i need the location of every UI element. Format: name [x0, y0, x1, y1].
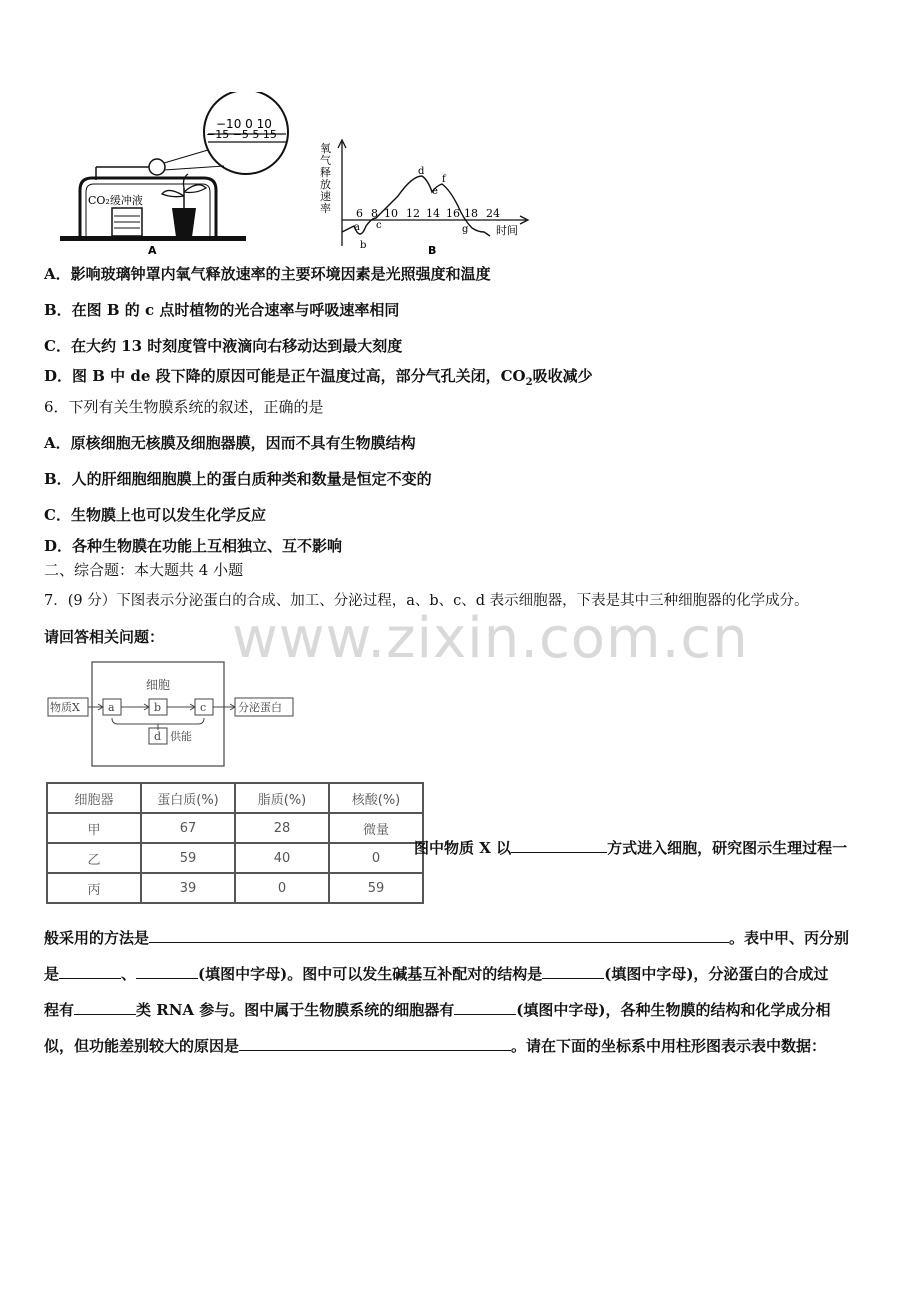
figure-a-apparatus: [56, 92, 306, 258]
answer-blank[interactable]: [74, 1000, 136, 1015]
q7-text: (填图中字母)。图中可以发生碱基互补配对的结构是: [198, 965, 543, 983]
q7-text: 程有: [44, 1001, 75, 1019]
q7-line-4: [44, 1000, 830, 1020]
x-tick-label: 8: [371, 207, 378, 220]
table-header-cell: 脂质(%): [235, 783, 329, 813]
q7-line-3: [44, 964, 828, 984]
q7-instruction: 请回答相关问题：: [44, 628, 165, 646]
organelle-c: c: [200, 701, 207, 714]
co2-buffer-label: CO₂缓冲液: [88, 194, 143, 207]
table-row: [47, 873, 423, 903]
answer-blank[interactable]: [239, 1036, 511, 1051]
point-label-a: a: [354, 222, 360, 233]
q7-text: (填图中字母)，分泌蛋白的合成过: [604, 965, 829, 983]
table-cell: 28: [235, 813, 329, 843]
table-cell: 40: [235, 843, 329, 873]
point-label-c: c: [376, 220, 382, 231]
figure-b-curve: [316, 136, 536, 260]
figure-a-caption: A: [148, 244, 157, 257]
x-tick-label: 24: [486, 207, 500, 220]
answer-blank[interactable]: [149, 928, 729, 943]
q7-text: 。表中甲、丙分别: [729, 929, 850, 947]
q7-text: (填图中字母)，各种生物膜的结构和化学成分相: [516, 1001, 831, 1019]
energy-label: 供能: [170, 730, 192, 743]
table-cell: 39: [141, 873, 235, 903]
secretion-flow-diagram: [46, 660, 296, 770]
table-cell: 0: [329, 843, 423, 873]
table-cell: 67: [141, 813, 235, 843]
q7-stem: 7．(9 分）下图表示分泌蛋白的合成、加工、分泌过程，a、b、c、d 表示细胞器，下表是其中三种细胞器的化学成分。: [44, 593, 809, 609]
x-axis-label: 时间: [496, 224, 518, 237]
q6-stem: 6．下列有关生物膜系统的叙述，正确的是: [44, 398, 324, 416]
q6-option-c: C．生物膜上也可以发生化学反应: [44, 506, 266, 524]
x-tick-label: 18: [464, 207, 478, 220]
co2-subscript: 2: [525, 377, 533, 388]
ylabel-char: 释: [320, 166, 331, 179]
point-label-f: f: [442, 174, 446, 185]
output-label: 分泌蛋白: [238, 701, 282, 714]
q7-text: 、: [121, 965, 137, 983]
q7-line-5: [44, 1036, 826, 1056]
q7-line-1: [414, 838, 847, 858]
table-cell: 丙: [47, 873, 141, 903]
ylabel-char: 速: [320, 190, 331, 203]
section-heading: 二、综合题：本大题共 4 小题: [44, 561, 244, 579]
table-header-row: [47, 783, 423, 813]
organelle-d: d: [154, 730, 162, 743]
q7-text: 似，但功能差别较大的原因是: [44, 1037, 240, 1055]
q5-option-a: A．影响玻璃钟罩内氧气释放速率的主要环境因素是光照强度和温度: [44, 265, 491, 283]
table-cell: 59: [329, 873, 423, 903]
input-label: 物质X: [50, 701, 80, 714]
table-header-cell: 细胞器: [47, 783, 141, 813]
q5-option-d: [44, 366, 593, 393]
q6-option-a: A．原核细胞无核膜及细胞器膜，因而不具有生物膜结构: [44, 434, 416, 452]
answer-blank[interactable]: [59, 964, 121, 979]
q7-text: 般采用的方法是: [44, 929, 150, 947]
ylabel-char: 放: [320, 178, 331, 191]
q7-text: 。请在下面的坐标系中用柱形图表示表中数据：: [511, 1037, 827, 1055]
table-header-cell: 核酸(%): [329, 783, 423, 813]
q5d-text: D．图 B 中 de 段下降的原因可能是正午温度过高，部分气孔关闭，CO: [44, 367, 526, 385]
organelle-composition-table: [46, 782, 424, 904]
q5d-text-end: 吸收减少: [532, 367, 593, 385]
x-tick-label: 14: [426, 207, 440, 220]
answer-blank[interactable]: [136, 964, 198, 979]
q5-option-b: B．在图 B 的 c 点时植物的光合速率与呼吸速率相同: [44, 301, 400, 319]
ylabel-char: 率: [320, 202, 331, 215]
figure-b-caption: B: [428, 244, 437, 257]
point-label-g: g: [462, 224, 469, 235]
organelle-a: a: [108, 701, 115, 714]
table-row: [47, 813, 423, 843]
cell-label: 细胞: [146, 678, 171, 692]
ylabel-char: 气: [320, 154, 331, 167]
q7-line-2: [44, 928, 849, 948]
table-cell: 微量: [329, 813, 423, 843]
scale-bottom-label: −15 −5 5 15: [206, 128, 277, 141]
ylabel-char: 氧: [320, 142, 331, 155]
point-label-e: e: [432, 186, 438, 197]
table-row: [47, 843, 423, 873]
organelle-b: b: [154, 701, 162, 714]
scale-top-label: −10 0 10: [216, 117, 272, 131]
table-cell: 59: [141, 843, 235, 873]
q6-option-d: D．各种生物膜在功能上互相独立、互不影响: [44, 537, 343, 555]
q6-option-b: B．人的肝细胞细胞膜上的蛋白质种类和数量是恒定不变的: [44, 470, 432, 488]
answer-blank[interactable]: [542, 964, 604, 979]
q7-text: 类 RNA 参与。图中属于生物膜系统的细胞器有: [136, 1001, 455, 1019]
x-tick-label: 16: [446, 207, 460, 220]
table-cell: 0: [235, 873, 329, 903]
q7-text: 图中物质 X 以: [414, 839, 512, 857]
table-header-cell: 蛋白质(%): [141, 783, 235, 813]
point-label-d: d: [418, 166, 425, 177]
x-tick-label: 12: [406, 207, 420, 220]
answer-blank[interactable]: [511, 838, 607, 853]
point-label-b: b: [360, 240, 367, 251]
watermark: www.zixin.com.cn: [232, 606, 749, 671]
table-cell: 甲: [47, 813, 141, 843]
answer-blank[interactable]: [454, 1000, 516, 1015]
q7-text: 是: [44, 965, 60, 983]
table-cell: 乙: [47, 843, 141, 873]
q5-option-c: C．在大约 13 时刻度管中液滴向右移动达到最大刻度: [44, 337, 403, 355]
x-tick-label: 10: [384, 207, 398, 220]
q7-text: 方式进入细胞，研究图示生理过程一: [607, 839, 848, 857]
x-tick-label: 6: [356, 207, 363, 220]
